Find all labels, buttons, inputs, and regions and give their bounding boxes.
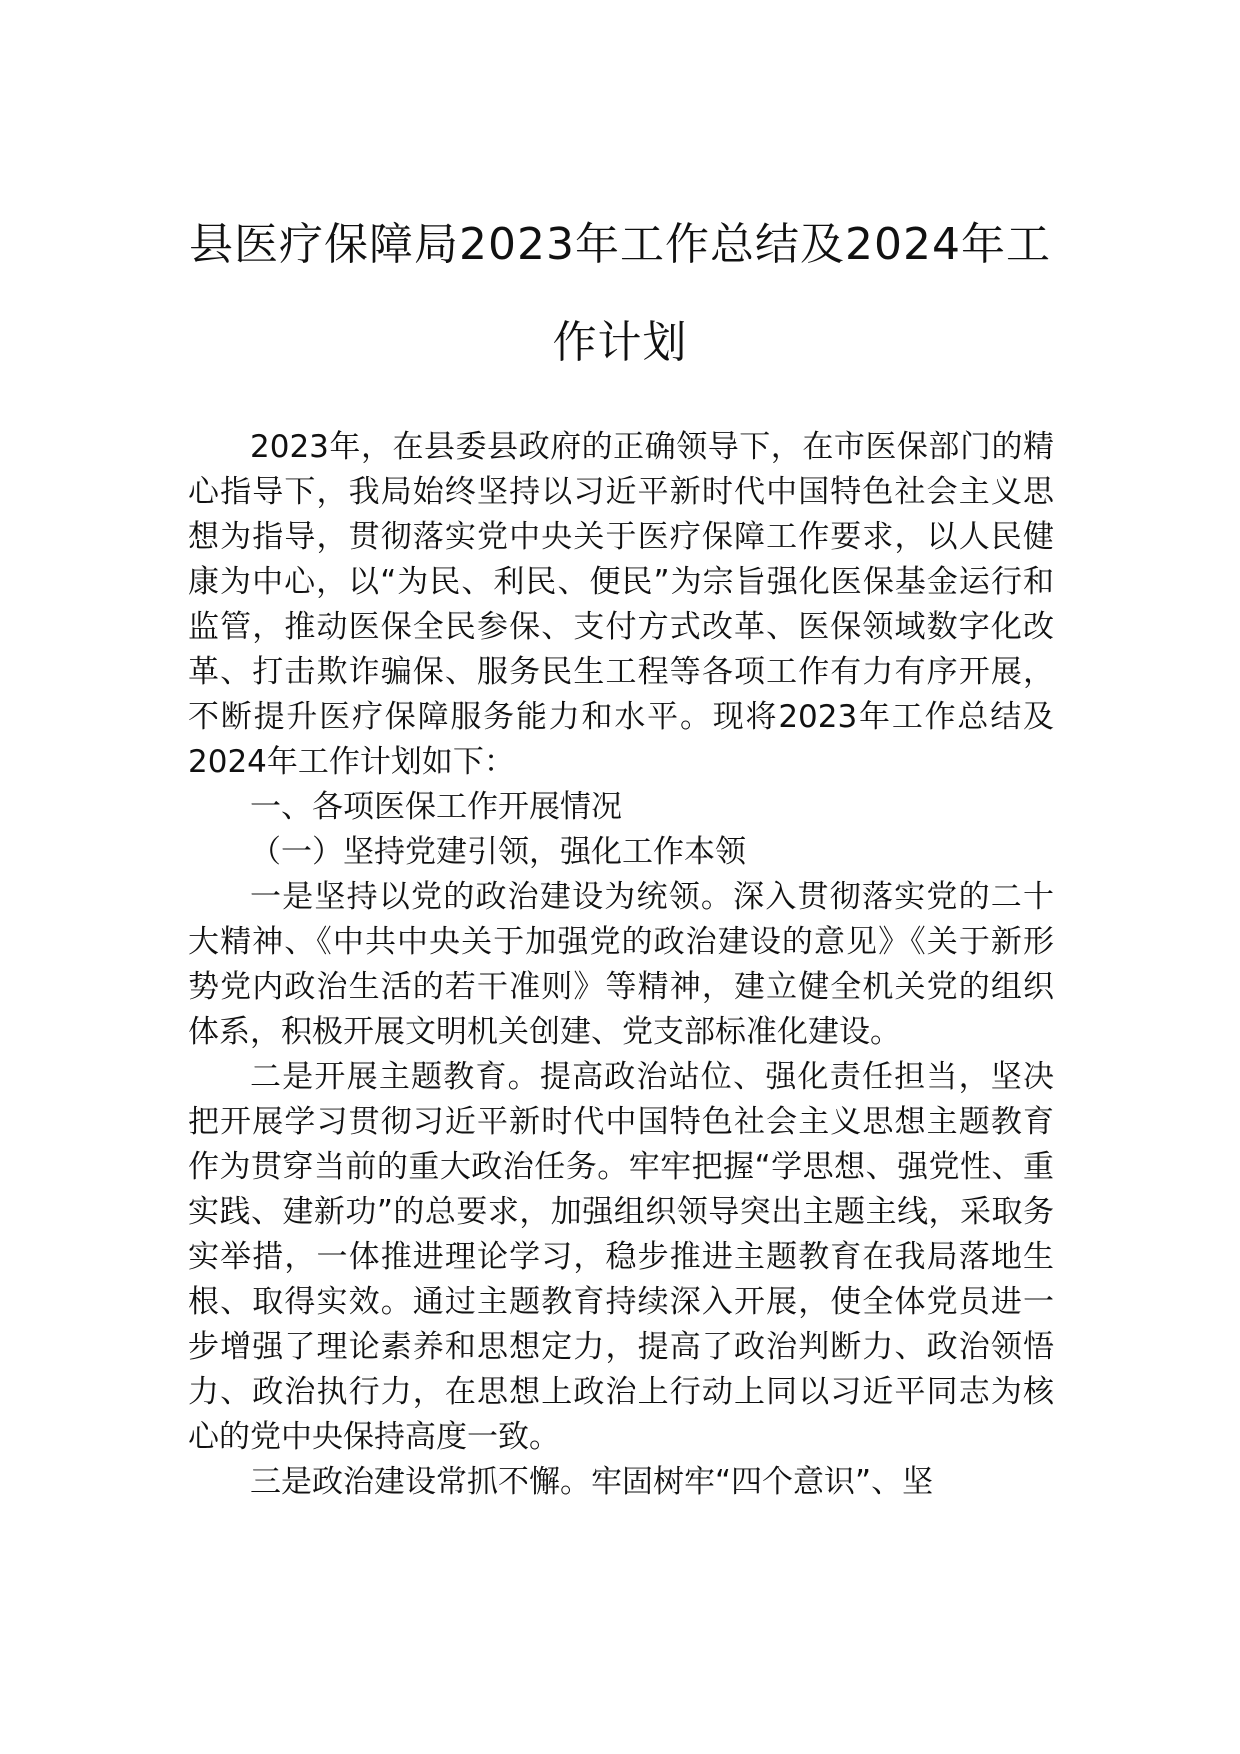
document-title	[150, 196, 1090, 392]
paragraph-theme-education: 二是开展主题教育。提高政治站位、强化责任担当，坚决把开展学习贯彻习近平新时代中国特色社会主义思想主题教育作为贯穿当前的重大政治任务。牢牢把握“学思想、强党性、重实践、建新功”的总要求，加强组织领导突出主题主线，采取务实举措，一体推进理论学习，稳步推进主题教育在我局落地生根、取得实效。通过主题教育持续深入开展，使全体党员进一步增强了理论素养和思想定力，提高了政治判断力、政治领悟力、政治执行力，在思想上政治上行动上同以习近平同志为核心的党中央保持高度一致。	[188, 1059, 1054, 1455]
document-body	[188, 425, 1054, 1505]
paragraph-ongoing-construction: 三是政治建设常抓不懈。牢固树牢“四个意识”、坚	[250, 1464, 934, 1500]
paragraph-political-construction: 一是坚持以党的政治建设为统领。深入贯彻落实党的二十大精神、《中共中央关于加强党的政治建设的意见》《关于新形势党内政治生活的若干准则》等精神，建立健全机关党的组织体系，积极开展文明机关创建、党支部标准化建设。	[188, 879, 1054, 1050]
intro-paragraph: 2023年，在县委县政府的正确领导下，在市医保部门的精心指导下，我局始终坚持以习近平新时代中国特色社会主义思想为指导，贯彻落实党中央关于医疗保障工作要求，以人民健康为中心，以“为民、利民、便民”为宗旨强化医保基金运行和监管，推动医保全民参保、支付方式改革、医保领域数字化改革、打击欺诈骗保、服务民生工程等各项工作有力有序开展，不断提升医疗保障服务能力和水平。现将2023年工作总结及2024年工作计划如下：	[188, 429, 1054, 780]
title-line-2: 作计划	[552, 317, 688, 368]
title-line-1: 县医疗保障局2023年工作总结及2024年工	[189, 219, 1051, 270]
subsection-heading: （一）坚持党建引领，强化工作本领	[250, 834, 746, 870]
section-heading: 一、各项医保工作开展情况	[250, 789, 622, 825]
